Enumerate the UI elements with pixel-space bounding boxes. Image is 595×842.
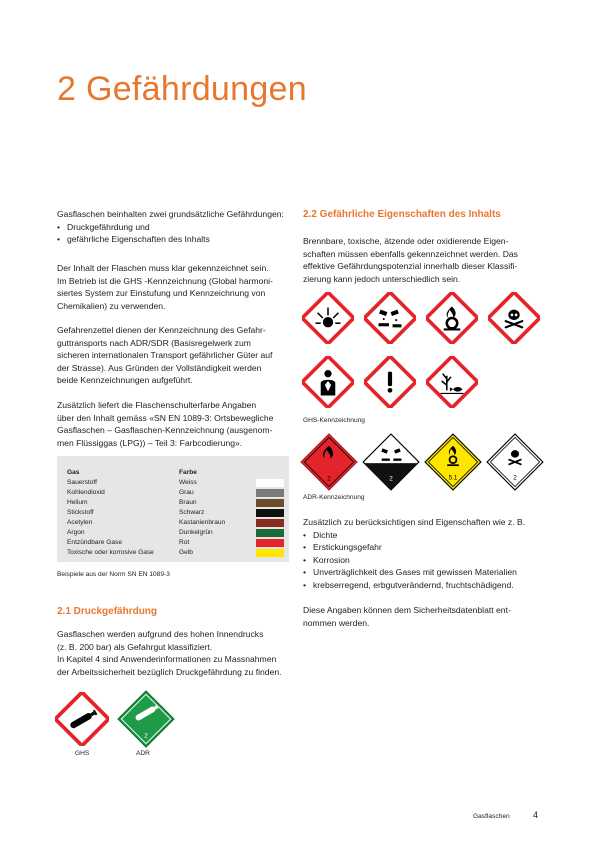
list-item: • Druckgefährdung und — [57, 221, 297, 234]
ghs-label: GHS — [75, 750, 90, 757]
header-gas: Gas — [67, 469, 80, 476]
text-line: Brennbare, toxische, ätzende oder oxidierende Eigen- — [303, 236, 509, 246]
section-heading: 2.2 Gefährliche Eigenschaften des Inhalts — [303, 209, 501, 220]
text-line: Gefahrenzettel dienen der Kennzeichnung des Gefahr- — [57, 325, 266, 335]
list-item: • gefährliche Eigenschaften des Inhalts — [57, 233, 297, 246]
header-color: Farbe — [179, 469, 197, 476]
text-line: Diese Angaben können dem Sicherheitsdatenblatt ent- — [303, 605, 511, 615]
text-line: über den Inhalt gemäss «SN EN 1089-3: Ortsbewegliche — [57, 412, 274, 423]
text-line: zierung kann jedoch unterschiedlich sein. — [303, 273, 461, 284]
intro-text: Gasflaschen beinhalten zwei grundsätzliche Gefährdungen: — [57, 209, 284, 219]
list-item: • Dichte — [303, 529, 543, 542]
properties-block — [303, 516, 543, 592]
list-item: • krebserregend, erbgutverändernd, fruchtschädigend. — [303, 579, 543, 592]
adr-corrosive-icon — [362, 433, 420, 491]
page-number: 4 — [533, 810, 539, 820]
gas-color: Dunkelgrün — [179, 529, 213, 536]
gas-color: Schwarz — [179, 509, 205, 516]
section-heading: 2.1 Druckgefährdung — [57, 606, 158, 617]
explosive-icon — [302, 292, 354, 344]
adr-class-number: 2 — [327, 475, 331, 483]
adr-paragraph — [57, 324, 297, 387]
color-swatch — [256, 519, 284, 527]
text-line: sicheren internationalen Transport gefährlicher Güter auf — [57, 350, 273, 361]
health-hazard-icon — [302, 356, 354, 408]
text-line: schaften müssen ebenfalls gekennzeichnet werden. Das — [303, 248, 518, 259]
text-line: Im Betrieb ist die GHS -Kennzeichnung (Global harmoni- — [57, 275, 273, 286]
gas-name: Sauerstoff — [67, 479, 97, 486]
text-line: Chemikalien) zu verwenden. — [57, 300, 166, 311]
flame-over-circle-icon — [426, 292, 478, 344]
gas-name: Argon — [67, 529, 85, 536]
section-2-2 — [303, 209, 543, 285]
adr-oxidizing-icon — [424, 433, 482, 491]
color-swatch — [256, 539, 284, 547]
page-title: 2 Gefährdungen — [57, 70, 307, 108]
gas-color: Grau — [179, 489, 194, 496]
color-paragraph — [57, 399, 297, 449]
text-line: der Arbeitssicherheit bezüglich Druckgefährdung zu finden. — [57, 666, 282, 677]
gas-color-table — [57, 456, 289, 562]
gas-name: Toxische oder korrosive Gase — [67, 549, 154, 556]
ghs-caption: GHS-Kennzeichnung — [303, 417, 365, 424]
text-line: men Flüssiggas (LPG)) – Teil 3: Farbcodierung». — [57, 437, 243, 448]
color-swatch — [256, 479, 284, 487]
corrosive-icon — [364, 292, 416, 344]
text-line: Der Inhalt der Flaschen muss klar gekennzeichnet sein. — [57, 263, 269, 273]
gas-color: Rot — [179, 539, 190, 546]
text-line: Zusätzlich liefert die Flaschenschulterfarbe Angaben — [57, 400, 257, 410]
text-line: nommen werden. — [303, 617, 370, 628]
footer-label: Gasflaschen — [473, 813, 510, 820]
gas-name: Stickstoff — [67, 509, 94, 516]
table-row — [67, 509, 282, 519]
gas-color: Gelb — [179, 549, 193, 556]
gas-name: Helium — [67, 499, 88, 506]
adr-class-number: 5.1 — [448, 474, 458, 482]
adr-label: ADR — [136, 750, 150, 757]
list-item: • Unverträglichkeit des Gases mit gewissen Materialien — [303, 566, 543, 579]
gas-name: Kohlendioxid — [67, 489, 105, 496]
adr-flammable-gas-icon — [300, 433, 358, 491]
text-line: guttransports nach ADR/SDR (Basisregelwerk zum — [57, 337, 251, 348]
text-line: (z. B. 200 bar) als Gefahrgut klassifiziert. — [57, 641, 213, 652]
color-swatch — [256, 489, 284, 497]
table-row — [67, 529, 282, 539]
ghs-paragraph — [57, 262, 297, 312]
text-line: siertes System zur Einstufung und Kennzeichnung von — [57, 288, 266, 299]
exclamation-mark-icon — [364, 356, 416, 408]
gas-cylinder-ghs-icon — [55, 692, 109, 746]
environment-hazard-icon — [426, 356, 478, 408]
intro-block — [57, 208, 297, 246]
color-swatch — [256, 549, 284, 557]
table-row — [67, 479, 282, 489]
color-swatch — [256, 499, 284, 507]
list-item: • Korrosion — [303, 554, 543, 567]
color-swatch — [256, 509, 284, 517]
table-row — [67, 519, 282, 529]
section-2-1 — [57, 606, 297, 678]
hazard-list — [57, 221, 297, 246]
properties-list — [303, 529, 543, 592]
adr-class-number: 2 — [513, 474, 517, 482]
text-line: effektive Gefährdungspotenzial innerhalb dieser Klassifi- — [303, 261, 518, 272]
table-header — [67, 469, 282, 479]
gas-color: Weiss — [179, 479, 197, 486]
adr-toxic-gas-icon — [486, 433, 544, 491]
table-caption: Beispiele aus der Norm SN EN 1089-3 — [57, 571, 170, 578]
text-line: Gasflaschen – Gasflaschen-Kennzeichnung (ausgenom- — [57, 425, 273, 436]
gas-color: Kastanienbraun — [179, 519, 226, 526]
table-row — [67, 489, 282, 499]
properties-intro: Zusätzlich zu berücksichtigen sind Eigenschaften wie z. B. — [303, 517, 526, 527]
text-line: beide Kennzeichnungen aufgeführt. — [57, 375, 193, 386]
gas-color: Braun — [179, 499, 197, 506]
adr-class-number: 2 — [144, 732, 148, 740]
text-line: der Strasse). Aus Gründen der Vollständigkeit werden — [57, 362, 262, 373]
adr-class-number: 2 — [389, 475, 393, 483]
skull-crossbones-icon — [488, 292, 540, 344]
gas-name: Entzündbare Gase — [67, 539, 122, 546]
text-line: Gasflaschen werden aufgrund des hohen Innendrucks — [57, 629, 264, 639]
table-row — [67, 539, 282, 549]
adr-non-flammable-gas-icon — [117, 690, 175, 748]
list-item: • Erstickungsgefahr — [303, 541, 543, 554]
datasheet-note — [303, 604, 543, 629]
text-line: In Kapitel 4 sind Anwenderinformationen zu Massnahmen — [57, 654, 277, 665]
adr-caption: ADR-Kennzeichnung — [303, 494, 365, 501]
table-row — [67, 499, 282, 509]
table-row — [67, 549, 282, 559]
color-swatch — [256, 529, 284, 537]
gas-name: Acetylen — [67, 519, 93, 526]
